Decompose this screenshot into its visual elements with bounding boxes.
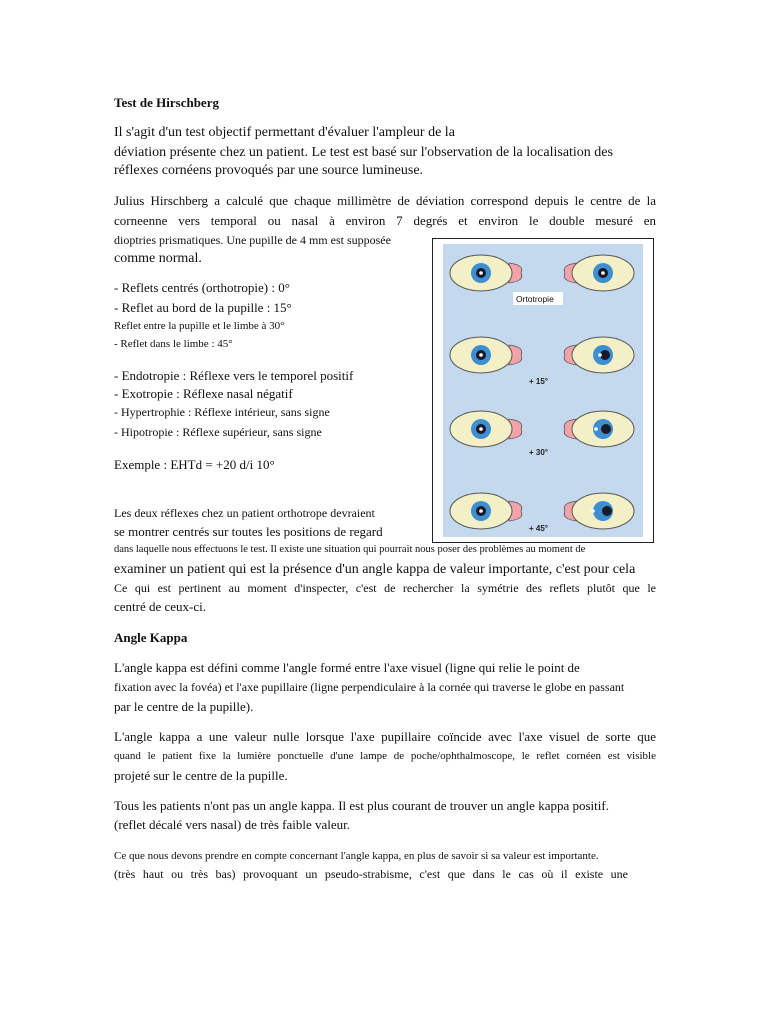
reflet-item-1: - Reflet au bord de la pupille : 15° bbox=[114, 300, 292, 315]
reflex-right bbox=[601, 271, 605, 275]
p1-line2: déviation présente chez un patient. Le test est basé sur l'observation de la localisation des bbox=[114, 145, 613, 160]
p6-line2: (reflet décalé vers nasal) de très faible valeur. bbox=[114, 817, 351, 832]
hirschberg-figure bbox=[432, 238, 654, 543]
tropie-item-1: - Exotropie : Réflexe nasal négatif bbox=[114, 386, 293, 401]
heading-angle-kappa: Angle Kappa bbox=[114, 630, 188, 645]
p1-line3: réflexes cornéens provoqués par une source lumineuse. bbox=[114, 163, 424, 178]
tropie-item-2: - Hypertrophie : Réflexe intérieur, sans signe bbox=[114, 405, 330, 419]
p2-line3: dioptries prismatiques. Une pupille de 4 mm est supposée bbox=[114, 233, 391, 247]
p2-line1: Julius Hirschberg a calculé que chaque millimètre de déviation correspond depuis le centre de la bbox=[114, 193, 656, 208]
p4-line2: fixation avec la fovéa) et l'axe pupillaire (ligne perpendiculaire à la cornée qui traverse le globe en passant bbox=[114, 680, 625, 694]
p3-line6: centré de ceux-ci. bbox=[114, 599, 207, 614]
p7-line1: Ce que nous devons prendre en compte concernant l'angle kappa, en plus de savoir si sa valeur est importante. bbox=[114, 850, 599, 862]
p3-line5: Ce qui est pertinent au moment d'inspecter, c'est de rechercher la symétrie des reflets plutôt que le bbox=[114, 581, 656, 595]
p7-line2: (très haut ou très bas) provoquant un pseudo-strabisme, c'est que dans le cas où il existe une bbox=[114, 867, 628, 881]
reflet-item-2: Reflet entre la pupille et le limbe à 30° bbox=[114, 320, 285, 332]
reflet-item-3: - Reflet dans le limbe : 45° bbox=[114, 338, 233, 350]
exemple-line: Exemple : EHTd = +20 d/i 10° bbox=[114, 457, 275, 472]
p6-line1: Tous les patients n'ont pas un angle kappa. Il est plus courant de trouver un angle kappa positif. bbox=[114, 798, 609, 813]
p3-line4: examiner un patient qui est la présence d'un angle kappa de valeur importante, c'est pour cela bbox=[114, 562, 636, 577]
hirschberg-diagram bbox=[433, 239, 653, 542]
p5-line3: projeté sur le centre de la pupille. bbox=[114, 768, 288, 783]
label-30: + 30° bbox=[529, 448, 548, 457]
p5-line2: quand le patient fixe la lumière ponctuelle d'une lampe de poche/ophthalmoscope, le reflet cornéen est visible bbox=[114, 750, 656, 762]
label-15: + 15° bbox=[529, 377, 548, 386]
reflet-item-0: - Reflets centrés (orthotropie) : 0° bbox=[114, 280, 290, 295]
p2-line4: comme normal. bbox=[114, 251, 202, 266]
tropie-item-3: - Hipotropie : Réflexe supérieur, sans signe bbox=[114, 425, 322, 439]
p3-line1: Les deux réflexes chez un patient orthotrope devraient bbox=[114, 506, 375, 520]
tropie-item-0: - Endotropie : Réflexe vers le temporel positif bbox=[114, 368, 354, 383]
p5-line1: L'angle kappa a une valeur nulle lorsque l'axe pupillaire coïncide avec l'axe visuel de sorte que bbox=[114, 729, 656, 744]
reflex-left bbox=[479, 271, 483, 275]
p1-line1: Il s'agit d'un test objectif permettant d'évaluer l'ampleur de la bbox=[114, 125, 455, 140]
p2-line2: corneenne vers temporal ou nasal à environ 7 degrés et environ le double mesuré en bbox=[114, 213, 656, 228]
p3-line2: se montrer centrés sur toutes les positions de regard bbox=[114, 524, 383, 539]
p3-line3: dans laquelle nous effectuons le test. Il existe une situation qui pourrait nous poser des problèmes au moment de bbox=[114, 544, 586, 555]
ortho-label: Ortotropie bbox=[516, 294, 554, 304]
p4-line1: L'angle kappa est défini comme l'angle formé entre l'axe visuel (ligne qui relie le point de bbox=[114, 660, 580, 675]
p4-line3: par le centre de la pupille). bbox=[114, 699, 254, 714]
label-45: + 45° bbox=[529, 524, 548, 533]
heading-hirschberg: Test de Hirschberg bbox=[114, 95, 219, 110]
